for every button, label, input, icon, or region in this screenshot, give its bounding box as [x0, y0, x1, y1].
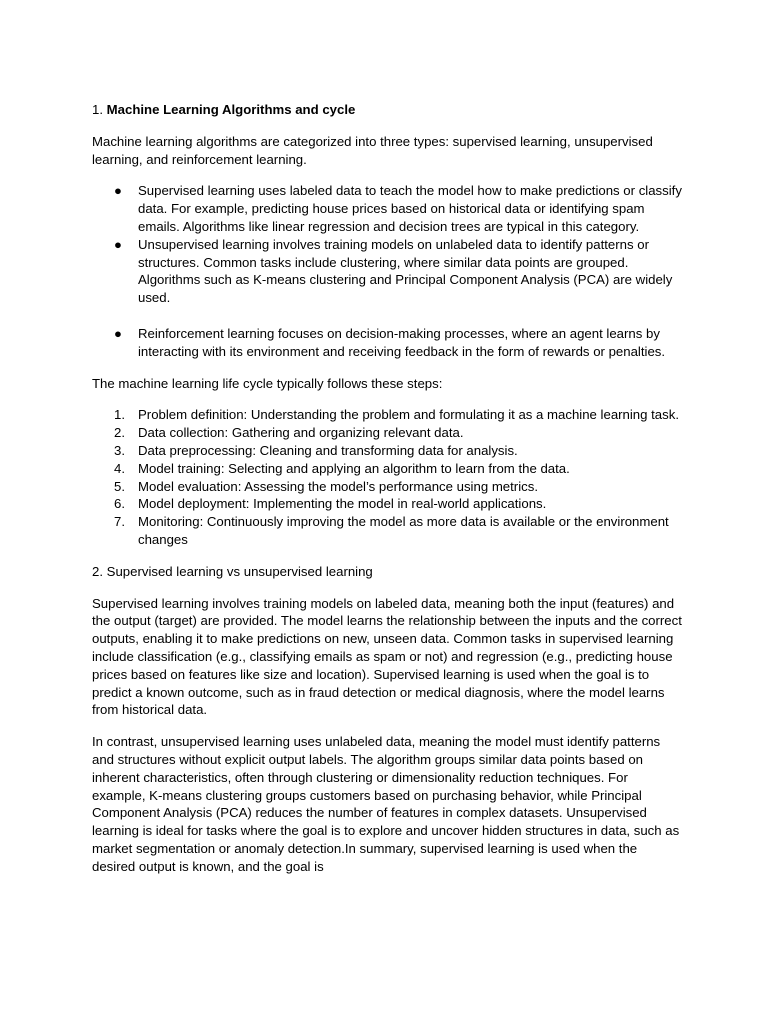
list-item: [92, 495, 682, 513]
step-text: Problem definition: Understanding the problem and formulating it as a machine learning task.: [138, 407, 679, 423]
algorithm-types-list: [92, 182, 682, 360]
bullet-text-unsupervised: Unsupervised learning involves training models on unlabeled data to identify patterns or structures. Common tasks include clustering, where similar data points are grouped. Algorithms such as K-means clustering and Principal Component Analysis (PCA) are widely used.: [138, 236, 673, 306]
bullet-icon: ●: [114, 183, 122, 199]
lifecycle-steps-list: [92, 406, 682, 548]
step-number: 1.: [114, 407, 125, 423]
step-number: 2.: [114, 425, 125, 441]
step-number: 5.: [114, 478, 125, 494]
step-number: 7.: [114, 514, 125, 530]
list-item: [92, 406, 682, 424]
list-item: [92, 182, 682, 235]
document-page: [92, 101, 682, 875]
bullet-icon: ●: [114, 236, 122, 252]
list-item: [92, 478, 682, 496]
step-text: Model deployment: Implementing the model in real-world applications.: [138, 496, 547, 512]
bullet-text-supervised: Supervised learning uses labeled data to teach the model how to make predictions or classify data. For example, predicting house prices based on historical data or identifying spam emails. Algorithms like linear regression and decision trees are typical in this category.: [138, 183, 682, 234]
step-number: 3.: [114, 442, 125, 458]
step-text: Model training: Selecting and applying an algorithm to learn from the data.: [138, 460, 570, 476]
section-2-paragraph-1: Supervised learning involves training models on labeled data, meaning both the input (features) and the output (target) are provided. The model learns the relationship between the inputs and the correct outputs, enabling it to make predictions on new, unseen data. Common tasks in supervised learning include classification (e.g., classifying emails as spam or not) and regression (e.g., predicting house prices based on features like size and location). Supervised learning is used when the goal is to predict a known outcome, such as in fraud detection or medical diagnosis, where the model learns from historical data.: [92, 595, 682, 718]
section-2-paragraph-2: In contrast, unsupervised learning uses unlabeled data, meaning the model must identify patterns and structures without explicit output labels. The algorithm groups similar data points based on inherent characteristics, often through clustering or dimensionality reduction techniques. For example, K-means clustering groups customers based on purchasing behavior, while Principal Component Analysis (PCA) reduces the number of features in complex datasets. Unsupervised learning is ideal for tasks where the goal is to explore and uncover hidden structures in data, such as market segmentation or anomaly detection.In summary, supervised learning is used when the desired output is known, and the goal is: [92, 734, 680, 874]
section-1-heading: [92, 101, 682, 119]
bullet-icon: ●: [114, 325, 122, 341]
list-item: [92, 442, 682, 460]
step-text: Model evaluation: Assessing the model’s performance using metrics.: [138, 478, 538, 494]
step-text: Data preprocessing: Cleaning and transforming data for analysis.: [138, 442, 518, 458]
section-2-heading: 2. Supervised learning vs unsupervised learning: [92, 563, 373, 579]
step-number: 6.: [114, 496, 125, 512]
section-1-number: 1.: [92, 102, 103, 117]
section-1-title: Machine Learning Algorithms and cycle: [106, 102, 356, 117]
step-text: Monitoring: Continuously improving the model as more data is available or the environment changes: [138, 514, 669, 547]
list-item: [92, 325, 682, 361]
lifecycle-intro: The machine learning life cycle typically follows these steps:: [92, 375, 443, 391]
list-item: [92, 424, 682, 442]
step-number: 4.: [114, 460, 125, 476]
list-item: [92, 460, 682, 478]
step-text: Data collection: Gathering and organizing relevant data.: [138, 425, 464, 441]
section-1-intro: Machine learning algorithms are categorized into three types: supervised learning, unsupervised learning, and reinforcement learning.: [92, 133, 653, 167]
bullet-text-reinforcement: Reinforcement learning focuses on decision-making processes, where an agent learns by interacting with its environment and receiving feedback in the form of rewards or penalties.: [138, 325, 666, 359]
list-item: [92, 513, 682, 549]
list-item: [92, 236, 682, 307]
